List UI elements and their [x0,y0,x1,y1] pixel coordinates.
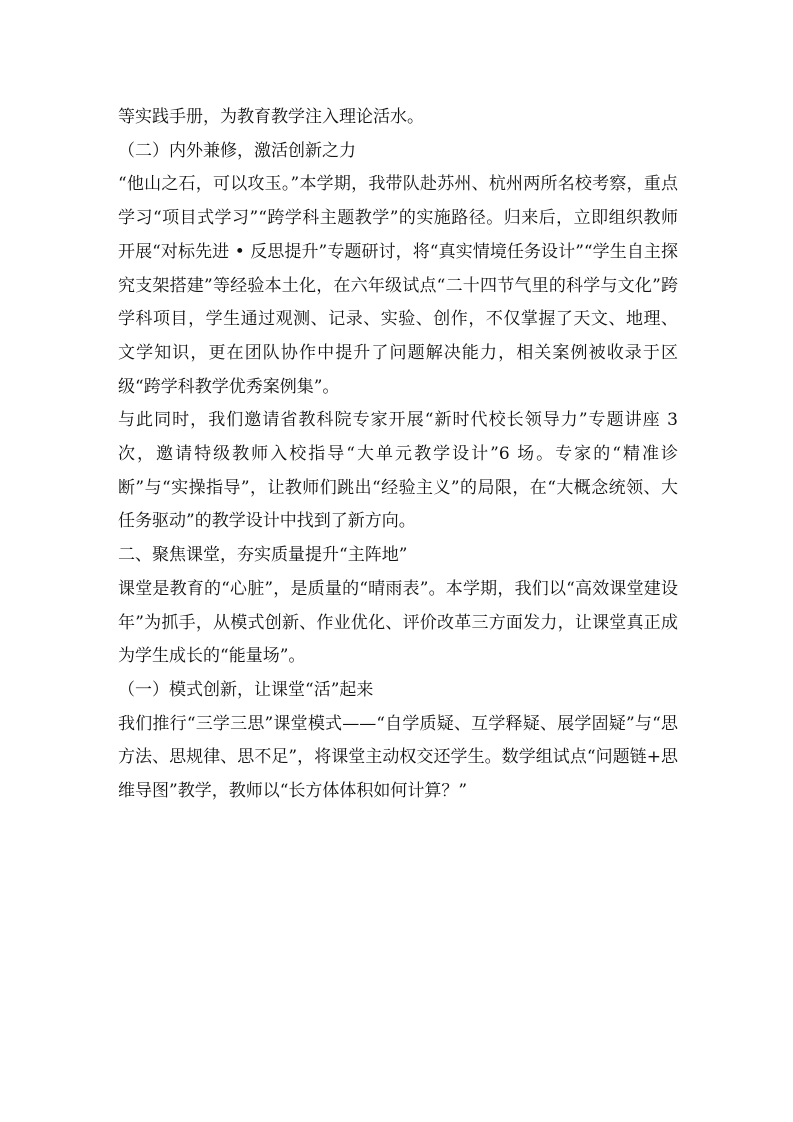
document-body [118,101,678,809]
paragraph-continuation: 等实践手册，为教育教学注入理论活水。 [118,107,424,127]
paragraph-classroom-intro: 课堂是教育的“心脏”，是质量的“晴雨表”。本学期，我们以“高效课堂建设年”为抓手，从模式创新、作业优化、评价改革三方面发力，让课堂真正成为学生成长的“能量场”。 [118,578,678,667]
subheading-inner-outer: （二）内外兼修，激活创新之力 [118,140,356,161]
heading-classroom-focus: 二、聚焦课堂，夯实质量提升“主阵地” [118,545,408,566]
paragraph-three-learn-model: 我们推行“三学三思”课堂模式——“自学质疑、互学释疑、展学固疑”与“思方法、思规律、思不足”，将课堂主动权交还学生。数学组试点“问题链+思维导图”教学，教师以“长方体体积如何计算？” [118,713,678,802]
paragraph-study-visit: “他山之石，可以攻玉。”本学期，我带队赴苏州、杭州两所名校考察，重点学习“项目式学习”“跨学科主题教学”的实施路径。归来后，立即组织教师开展“对标先进 • 反思提升”专题研讨，将“真实情境任务设计”“学生自主探究支架搭建”等经验本土化，在六年级试点“二十四节气里的科学与文化”跨学科项目，学生通过观测、记录、实验、创作，不仅掌握了天文、地理、文学知识，更在团队协作中提升了问题解决能力，相关案例被收录于区级“跨学科教学优秀案例集”。 [118,174,678,397]
paragraph-expert-lectures: 与此同时，我们邀请省教科院专家开展“新时代校长领导力”专题讲座 3 次，邀请特级教师入校指导“大单元教学设计”6 场。专家的“精准诊断”与“实操指导”，让教师们跳出“经验主义”的局限，在“大概念统领、大任务驱动”的教学设计中找到了新方向。 [118,410,678,532]
subheading-model-innovation: （一）模式创新，让课堂“活”起来 [118,679,374,700]
